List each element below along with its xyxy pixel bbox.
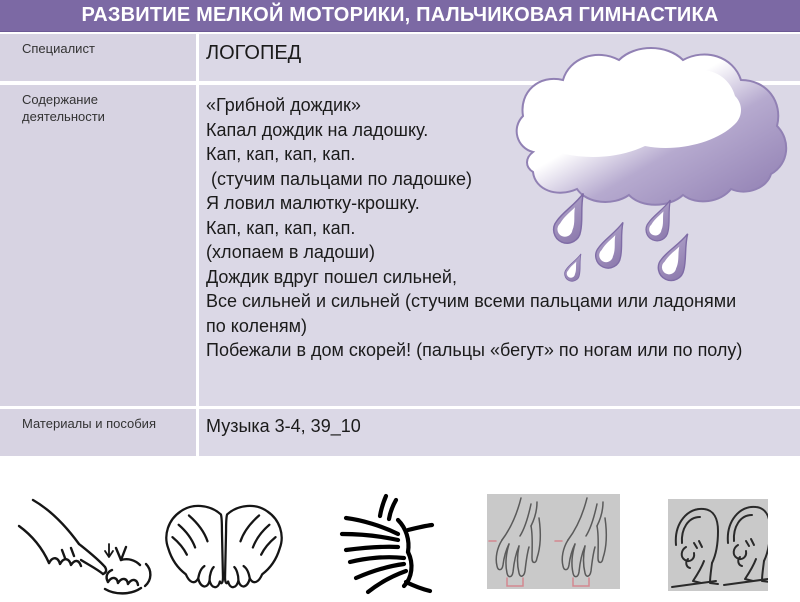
poem-line: (стучим пальцами по ладошке) [206, 168, 472, 189]
row-value-specialist: ЛОГОПЕД [199, 34, 800, 81]
slide-title: РАЗВИТИЕ МЕЛКОЙ МОТОРИКИ, ПАЛЬЧИКОВАЯ ГИМНАСТИКА [81, 4, 719, 26]
cupped-hands-illustration [158, 500, 290, 597]
row-label-content: Содержание деятельности [0, 85, 196, 406]
walking-fingers-illustration [668, 499, 768, 591]
poem-line: Побежали в дом скорей! (пальцы «бегут» по ногам или по полу) [206, 340, 743, 360]
clapping-hands-illustration [330, 490, 435, 602]
poem-line: по коленям) [206, 315, 308, 336]
table-row-materials [0, 409, 800, 456]
poem-line: (хлопаем в ладоши) [206, 242, 375, 262]
row-label-specialist: Специалист [0, 34, 196, 81]
poem-line: Кап, кап, кап, кап. [206, 217, 356, 238]
row-value-materials: Музыка 3-4, 39_10 [199, 409, 800, 456]
poem-line: «Грибной дождик» [206, 95, 361, 115]
table-row-content [0, 85, 800, 406]
hands-fingers-down-illustration [487, 494, 620, 589]
poem-line: Дождик вдруг пошел сильней, [206, 266, 457, 287]
poem-line: Я ловил малютку-крошку. [206, 193, 420, 213]
row-value-content [199, 85, 800, 406]
poem-line: Кап, кап, кап, кап. [206, 144, 356, 164]
poem-line: Капал дождик на ладошку. [206, 119, 429, 140]
poem-line: Все сильней и сильней (стучим всеми пальцами или ладонями [206, 291, 737, 311]
slide-title-bar [0, 0, 800, 32]
row-label-materials: Материалы и пособия [0, 409, 196, 456]
down-arrow-icon [105, 544, 113, 557]
table-row-specialist [0, 34, 800, 81]
finger-tapping-palm-illustration [5, 490, 153, 600]
